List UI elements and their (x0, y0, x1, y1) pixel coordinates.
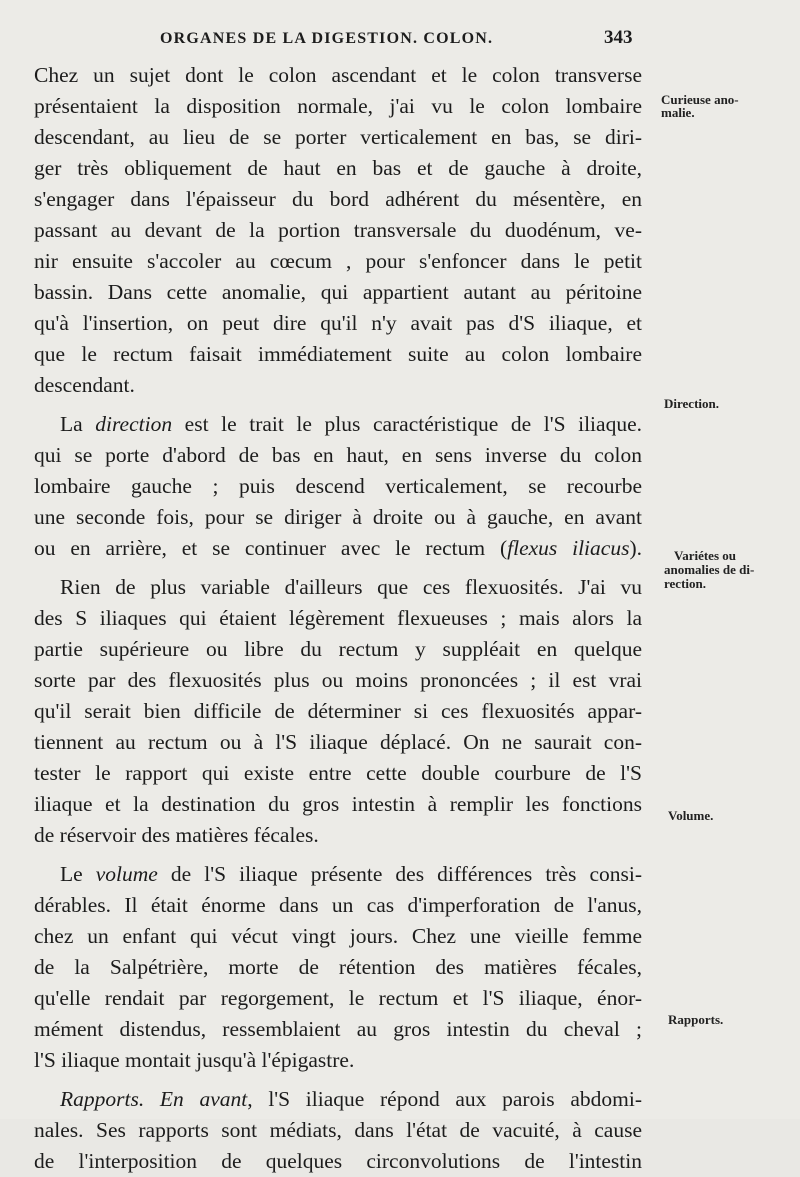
text-line: Le volume de l'S iliaque présente des différences très consi- (60, 862, 642, 886)
text-line: bassin. Dans cette anomalie, qui appartient autant au péritoine (34, 280, 642, 304)
text-line: tester le rapport qui existe entre cette double courbure de l'S (34, 761, 642, 785)
text-line: passant au devant de la portion transversale du duodénum, ve- (34, 218, 642, 242)
text-line: iliaque et la destination du gros intestin à remplir les fonctions (34, 792, 642, 816)
text-line: que le rectum faisait immédiatement suite au colon lombaire (34, 342, 642, 366)
text-line: des S iliaques qui étaient légèrement flexueuses ; mais alors la (34, 606, 642, 630)
text-line: qui se porte d'abord de bas en haut, en sens inverse du colon (34, 443, 642, 467)
text-line: partie supérieure ou libre du rectum y suppléait en quelque (34, 637, 642, 661)
text-line: une seconde fois, pour se diriger à droite ou à gauche, en avant (34, 505, 642, 529)
text-line: Rapports. En avant, l'S iliaque répond aux parois abdomi- (60, 1087, 642, 1111)
text-line: tiennent au rectum ou à l'S iliaque déplacé. On ne saurait con- (34, 730, 642, 754)
italic-term: direction (95, 412, 173, 436)
text-line: de réservoir des matières fécales. (34, 823, 319, 847)
text-line: dérables. Il était énorme dans un cas d'imperforation de l'anus, (34, 893, 642, 917)
text-line: Rien de plus variable d'ailleurs que ces flexuosités. J'ai vu (60, 575, 642, 599)
italic-term: volume (95, 862, 158, 886)
text-line: présentaient la disposition normale, j'ai vu le colon lombaire (34, 94, 642, 118)
paragraph-3 (34, 572, 642, 851)
margin-note-volume: Volume. (668, 808, 714, 823)
text-line: descendant. (34, 373, 135, 397)
paragraph-4 (34, 859, 642, 1076)
text-line: nir ensuite s'accoler au cœcum , pour s'enfoncer dans le petit (34, 249, 642, 273)
main-text (34, 60, 642, 1177)
text-line: chez un enfant qui vécut vingt jours. Chez une vieille femme (34, 924, 642, 948)
paragraph-2 (34, 409, 642, 564)
text-line: de la Salpétrière, morte de rétention des matières fécales, (34, 955, 642, 979)
text-line: descendant, au lieu de se porter verticalement en bas, se diri- (34, 125, 642, 149)
text-line: qu'elle rendait par regorgement, le rectum et l'S iliaque, énor- (34, 986, 642, 1010)
text-line: La direction est le trait le plus caractéristique de l'S iliaque. (60, 412, 642, 436)
text-line: l'S iliaque montait jusqu'à l'épigastre. (34, 1048, 355, 1072)
text-line: ger très obliquement de haut en bas et de gauche à droite, (34, 156, 642, 180)
text-line: ou en arrière, et se continuer avec le rectum (flexus iliacus). (34, 536, 642, 560)
text-line: sorte par des flexuosités plus ou moins prononcées ; il est vrai (34, 668, 642, 692)
paragraph-5 (34, 1084, 642, 1177)
margin-note-varietes: Variétes ou anomalies de di- rection. (664, 548, 755, 591)
italic-term: Rapports. En avant (60, 1087, 248, 1111)
margin-note-direction: Direction. (664, 396, 719, 411)
italic-term: flexus iliacus (507, 536, 630, 560)
text-line: mément distendus, ressemblaient au gros intestin du cheval ; (34, 1017, 642, 1041)
text-line: s'engager dans l'épaisseur du bord adhérent du mésentère, en (34, 187, 642, 211)
text-line: nales. Ses rapports sont médiats, dans l'état de vacuité, à cause (34, 1118, 642, 1142)
margin-note-anomalie: Curieuse ano- malie. (661, 92, 739, 120)
running-header: ORGANES DE LA DIGESTION. COLON. (160, 30, 494, 47)
text-line: lombaire gauche ; puis descend verticalement, se recourbe (34, 474, 642, 498)
margin-note-rapports: Rapports. (668, 1012, 724, 1027)
text-line: qu'à l'insertion, on peut dire qu'il n'y avait pas d'S iliaque, et (34, 311, 642, 335)
text-line: de l'interposition de quelques circonvolutions de l'intestin (34, 1149, 642, 1173)
paragraph-1 (34, 60, 642, 401)
text-line: qu'il serait bien difficile de déterminer si ces flexuosités appar- (34, 699, 642, 723)
text-line: Chez un sujet dont le colon ascendant et le colon transverse (34, 63, 642, 87)
page-number: 343 (604, 27, 633, 48)
